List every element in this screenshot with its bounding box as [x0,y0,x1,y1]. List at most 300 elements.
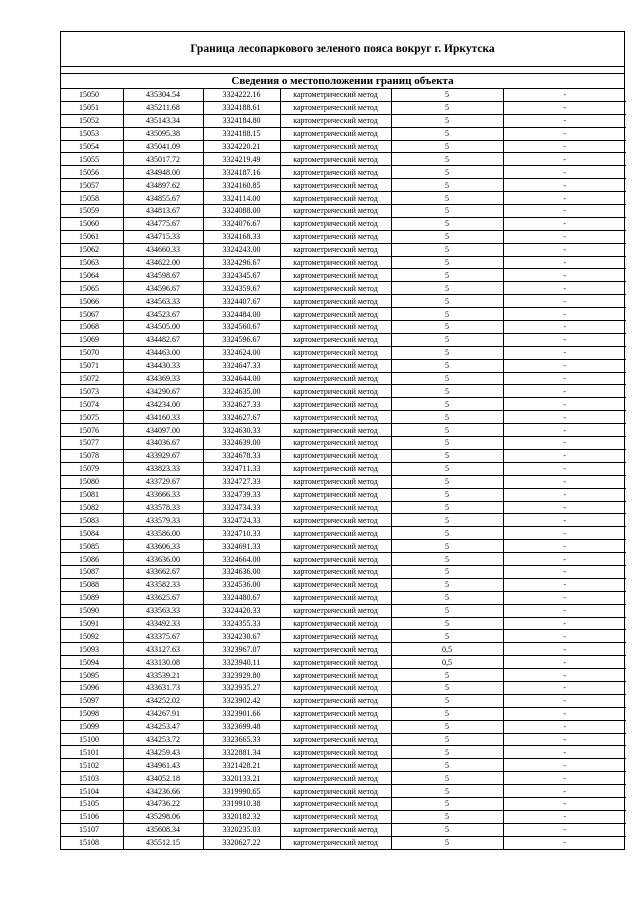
method-cell: картометрический метод [280,385,391,398]
description-cell: - [503,527,626,540]
x-coordinate-cell: 433375.67 [123,630,203,643]
accuracy-cell: 5 [391,514,503,527]
point-number-cell: 15096 [61,681,123,694]
point-number-cell: 15089 [61,591,123,604]
point-number-cell: 15103 [61,772,123,785]
table-row [61,553,626,566]
y-coordinate-cell: 3324678.33 [203,449,280,462]
x-coordinate-cell: 434736.22 [123,797,203,810]
method-cell: картометрический метод [280,230,391,243]
table-row [61,746,626,759]
description-cell: - [503,346,626,359]
table-row [61,462,626,475]
document-title: Граница лесопаркового зеленого пояса вокруг г. Иркутска [61,32,624,67]
description-cell: - [503,192,626,205]
method-cell: картометрический метод [280,295,391,308]
y-coordinate-cell: 3324355.33 [203,617,280,630]
accuracy-cell: 5 [391,321,503,334]
method-cell: картометрический метод [280,101,391,114]
method-cell: картометрический метод [280,707,391,720]
description-cell: - [503,488,626,501]
y-coordinate-cell: 3324484.00 [203,308,280,321]
description-cell: - [503,720,626,733]
y-coordinate-cell: 3324647.33 [203,359,280,372]
x-coordinate-cell: 434598.67 [123,269,203,282]
method-cell: картометрический метод [280,720,391,733]
accuracy-cell: 5 [391,205,503,218]
accuracy-cell: 5 [391,540,503,553]
table-row [61,359,626,372]
accuracy-cell: 5 [391,694,503,707]
y-coordinate-cell: 3324630.33 [203,424,280,437]
y-coordinate-cell: 3324627.67 [203,411,280,424]
x-coordinate-cell: 434463.00 [123,346,203,359]
description-cell: - [503,295,626,308]
table-row [61,527,626,540]
x-coordinate-cell: 435298.06 [123,810,203,823]
accuracy-cell: 5 [391,230,503,243]
accuracy-cell: 5 [391,604,503,617]
accuracy-cell: 5 [391,192,503,205]
y-coordinate-cell: 3323699.48 [203,720,280,733]
method-cell: картометрический метод [280,565,391,578]
method-cell: картометрический метод [280,475,391,488]
method-cell: картометрический метод [280,501,391,514]
y-coordinate-cell: 3324739.33 [203,488,280,501]
point-number-cell: 15108 [61,836,123,848]
point-number-cell: 15066 [61,295,123,308]
y-coordinate-cell: 3324664.00 [203,553,280,566]
table-row [61,681,626,694]
description-cell: - [503,282,626,295]
x-coordinate-cell: 433729.67 [123,475,203,488]
point-number-cell: 15058 [61,192,123,205]
x-coordinate-cell: 435017.72 [123,153,203,166]
accuracy-cell: 5 [391,759,503,772]
method-cell: картометрический метод [280,643,391,656]
point-number-cell: 15094 [61,656,123,669]
table-row [61,449,626,462]
description-cell: - [503,785,626,798]
accuracy-cell: 5 [391,565,503,578]
x-coordinate-cell: 434290.67 [123,385,203,398]
point-number-cell: 15063 [61,256,123,269]
accuracy-cell: 5 [391,720,503,733]
table-row [61,243,626,256]
method-cell: картометрический метод [280,308,391,321]
accuracy-cell: 5 [391,243,503,256]
y-coordinate-cell: 3324480.67 [203,591,280,604]
x-coordinate-cell: 434052.18 [123,772,203,785]
method-cell: картометрический метод [280,785,391,798]
x-coordinate-cell: 434267.91 [123,707,203,720]
table-row [61,424,626,437]
method-cell: картометрический метод [280,540,391,553]
accuracy-cell: 5 [391,785,503,798]
description-cell: - [503,694,626,707]
x-coordinate-cell: 434715.33 [123,230,203,243]
accuracy-cell: 5 [391,553,503,566]
x-coordinate-cell: 433578.33 [123,501,203,514]
y-coordinate-cell: 3323929.80 [203,669,280,682]
x-coordinate-cell: 433586.00 [123,527,203,540]
description-cell: - [503,205,626,218]
accuracy-cell: 5 [391,823,503,836]
accuracy-cell: 5 [391,797,503,810]
description-cell: - [503,217,626,230]
method-cell: картометрический метод [280,333,391,346]
accuracy-cell: 5 [391,424,503,437]
method-cell: картометрический метод [280,823,391,836]
title-spacer [61,67,624,74]
description-cell: - [503,617,626,630]
description-cell: - [503,707,626,720]
coordinates-table [61,89,626,849]
method-cell: картометрический метод [280,746,391,759]
y-coordinate-cell: 3323967.07 [203,643,280,656]
point-number-cell: 15073 [61,385,123,398]
x-coordinate-cell: 434253.47 [123,720,203,733]
method-cell: картометрический метод [280,449,391,462]
point-number-cell: 15093 [61,643,123,656]
y-coordinate-cell: 3324345.67 [203,269,280,282]
y-coordinate-cell: 3323935.27 [203,681,280,694]
method-cell: картометрический метод [280,179,391,192]
accuracy-cell: 5 [391,475,503,488]
description-cell: - [503,643,626,656]
method-cell: картометрический метод [280,617,391,630]
accuracy-cell: 5 [391,669,503,682]
table-row [61,321,626,334]
point-number-cell: 15070 [61,346,123,359]
point-number-cell: 15051 [61,101,123,114]
description-cell: - [503,424,626,437]
accuracy-cell: 5 [391,166,503,179]
y-coordinate-cell: 3323665.33 [203,733,280,746]
accuracy-cell: 5 [391,385,503,398]
accuracy-cell: 5 [391,488,503,501]
y-coordinate-cell: 3324635.00 [203,385,280,398]
y-coordinate-cell: 3324639.00 [203,437,280,450]
table-row [61,836,626,848]
y-coordinate-cell: 3320133.21 [203,772,280,785]
accuracy-cell: 5 [391,346,503,359]
x-coordinate-cell: 434430.33 [123,359,203,372]
table-row [61,823,626,836]
x-coordinate-cell: 435143.34 [123,114,203,127]
accuracy-cell: 5 [391,372,503,385]
x-coordinate-cell: 433492.33 [123,617,203,630]
accuracy-cell: 5 [391,772,503,785]
point-number-cell: 15072 [61,372,123,385]
y-coordinate-cell: 3324296.67 [203,256,280,269]
method-cell: картометрический метод [280,256,391,269]
x-coordinate-cell: 435041.09 [123,140,203,153]
accuracy-cell: 5 [391,527,503,540]
x-coordinate-cell: 433539.21 [123,669,203,682]
method-cell: картометрический метод [280,759,391,772]
accuracy-cell: 5 [391,153,503,166]
description-cell: - [503,553,626,566]
method-cell: картометрический метод [280,217,391,230]
table-row [61,153,626,166]
x-coordinate-cell: 434596.67 [123,282,203,295]
x-coordinate-cell: 433582.33 [123,578,203,591]
table-row [61,127,626,140]
point-number-cell: 15105 [61,797,123,810]
x-coordinate-cell: 435608.34 [123,823,203,836]
point-number-cell: 15068 [61,321,123,334]
point-number-cell: 15081 [61,488,123,501]
point-number-cell: 15062 [61,243,123,256]
description-cell: - [503,321,626,334]
y-coordinate-cell: 3324188.61 [203,101,280,114]
description-cell: - [503,89,626,101]
point-number-cell: 15098 [61,707,123,720]
x-coordinate-cell: 435095.38 [123,127,203,140]
method-cell: картометрический метод [280,656,391,669]
description-cell: - [503,385,626,398]
table-row [61,230,626,243]
x-coordinate-cell: 433130.08 [123,656,203,669]
method-cell: картометрический метод [280,514,391,527]
method-cell: картометрический метод [280,604,391,617]
description-cell: - [503,475,626,488]
method-cell: картометрический метод [280,437,391,450]
accuracy-cell: 5 [391,462,503,475]
y-coordinate-cell: 3324114.00 [203,192,280,205]
point-number-cell: 15084 [61,527,123,540]
x-coordinate-cell: 434523.67 [123,308,203,321]
accuracy-cell: 5 [391,398,503,411]
table-row [61,785,626,798]
accuracy-cell: 5 [391,836,503,848]
x-coordinate-cell: 435512.15 [123,836,203,848]
table-row [61,166,626,179]
table-row [61,514,626,527]
point-number-cell: 15097 [61,694,123,707]
method-cell: картометрический метод [280,694,391,707]
y-coordinate-cell: 3324359.67 [203,282,280,295]
point-number-cell: 15080 [61,475,123,488]
table-row [61,205,626,218]
description-cell: - [503,681,626,694]
description-cell: - [503,669,626,682]
table-row [61,669,626,682]
accuracy-cell: 5 [391,282,503,295]
point-number-cell: 15064 [61,269,123,282]
x-coordinate-cell: 434948.00 [123,166,203,179]
method-cell: картометрический метод [280,669,391,682]
y-coordinate-cell: 3324230.67 [203,630,280,643]
y-coordinate-cell: 3324627.33 [203,398,280,411]
table-row [61,694,626,707]
y-coordinate-cell: 3324710.33 [203,527,280,540]
point-number-cell: 15100 [61,733,123,746]
accuracy-cell: 5 [391,501,503,514]
accuracy-cell: 0,5 [391,643,503,656]
table-row [61,308,626,321]
y-coordinate-cell: 3321428.21 [203,759,280,772]
description-cell: - [503,540,626,553]
y-coordinate-cell: 3324088.00 [203,205,280,218]
y-coordinate-cell: 3319990.65 [203,785,280,798]
description-cell: - [503,372,626,385]
method-cell: картометрический метод [280,411,391,424]
y-coordinate-cell: 3320627.22 [203,836,280,848]
table-row [61,437,626,450]
accuracy-cell: 5 [391,707,503,720]
x-coordinate-cell: 434253.72 [123,733,203,746]
method-cell: картометрический метод [280,269,391,282]
x-coordinate-cell: 434897.62 [123,179,203,192]
accuracy-cell: 5 [391,333,503,346]
y-coordinate-cell: 3324219.49 [203,153,280,166]
y-coordinate-cell: 3324184.80 [203,114,280,127]
point-number-cell: 15055 [61,153,123,166]
table-row [61,282,626,295]
y-coordinate-cell: 3324727.33 [203,475,280,488]
point-number-cell: 15107 [61,823,123,836]
point-number-cell: 15071 [61,359,123,372]
y-coordinate-cell: 3324734.33 [203,501,280,514]
description-cell: - [503,565,626,578]
point-number-cell: 15057 [61,179,123,192]
x-coordinate-cell: 434234.00 [123,398,203,411]
table-row [61,720,626,733]
table-row [61,578,626,591]
method-cell: картометрический метод [280,372,391,385]
accuracy-cell: 5 [391,256,503,269]
x-coordinate-cell: 433929.67 [123,449,203,462]
x-coordinate-cell: 434036.67 [123,437,203,450]
accuracy-cell: 5 [391,578,503,591]
x-coordinate-cell: 433579.33 [123,514,203,527]
description-cell: - [503,746,626,759]
y-coordinate-cell: 3324636.00 [203,565,280,578]
table-row [61,810,626,823]
point-number-cell: 15074 [61,398,123,411]
method-cell: картометрический метод [280,359,391,372]
x-coordinate-cell: 434660.33 [123,243,203,256]
accuracy-cell: 5 [391,449,503,462]
description-cell: - [503,333,626,346]
table-row [61,733,626,746]
x-coordinate-cell: 434252.02 [123,694,203,707]
point-number-cell: 15083 [61,514,123,527]
accuracy-cell: 5 [391,617,503,630]
description-cell: - [503,797,626,810]
x-coordinate-cell: 433563.33 [123,604,203,617]
description-cell: - [503,810,626,823]
method-cell: картометрический метод [280,153,391,166]
y-coordinate-cell: 3324711.33 [203,462,280,475]
x-coordinate-cell: 434961.43 [123,759,203,772]
method-cell: картометрический метод [280,578,391,591]
table-row [61,565,626,578]
y-coordinate-cell: 3320182.32 [203,810,280,823]
y-coordinate-cell: 3324168.33 [203,230,280,243]
description-cell: - [503,243,626,256]
method-cell: картометрический метод [280,243,391,256]
y-coordinate-cell: 3324220.21 [203,140,280,153]
y-coordinate-cell: 3319910.38 [203,797,280,810]
x-coordinate-cell: 433823.33 [123,462,203,475]
accuracy-cell: 5 [391,681,503,694]
accuracy-cell: 5 [391,127,503,140]
x-coordinate-cell: 434259.43 [123,746,203,759]
x-coordinate-cell: 433666.33 [123,488,203,501]
accuracy-cell: 5 [391,114,503,127]
point-number-cell: 15067 [61,308,123,321]
description-cell: - [503,153,626,166]
description-cell: - [503,437,626,450]
accuracy-cell: 5 [391,89,503,101]
table-row [61,372,626,385]
description-cell: - [503,101,626,114]
method-cell: картометрический метод [280,810,391,823]
x-coordinate-cell: 433631.73 [123,681,203,694]
accuracy-cell: 5 [391,217,503,230]
description-cell: - [503,398,626,411]
table-row [61,269,626,282]
method-cell: картометрический метод [280,681,391,694]
accuracy-cell: 5 [391,295,503,308]
description-cell: - [503,166,626,179]
point-number-cell: 15053 [61,127,123,140]
description-cell: - [503,462,626,475]
point-number-cell: 15085 [61,540,123,553]
y-coordinate-cell: 3324407.67 [203,295,280,308]
x-coordinate-cell: 435304.54 [123,89,203,101]
description-cell: - [503,308,626,321]
table-row [61,540,626,553]
point-number-cell: 15092 [61,630,123,643]
table-row [61,591,626,604]
y-coordinate-cell: 3324243.00 [203,243,280,256]
description-cell: - [563,838,567,848]
point-number-cell: 15086 [61,553,123,566]
y-coordinate-cell: 3324644.00 [203,372,280,385]
description-cell: - [503,140,626,153]
table-row [61,217,626,230]
accuracy-cell: 5 [391,359,503,372]
x-coordinate-cell: 434160.33 [123,411,203,424]
x-coordinate-cell: 434369.33 [123,372,203,385]
table-row [61,707,626,720]
table-row [61,398,626,411]
y-coordinate-cell: 3324624.00 [203,346,280,359]
point-number-cell: 15082 [61,501,123,514]
table-row [61,604,626,617]
point-number-cell: 15088 [61,578,123,591]
x-coordinate-cell: 433606.33 [123,540,203,553]
method-cell: картометрический метод [280,553,391,566]
method-cell: картометрический метод [280,424,391,437]
table-row [61,643,626,656]
table-row [61,333,626,346]
table-row [61,385,626,398]
point-number-cell: 15059 [61,205,123,218]
point-number-cell: 15091 [61,617,123,630]
table-row [61,179,626,192]
accuracy-cell: 5 [391,179,503,192]
description-cell: - [503,591,626,604]
accuracy-cell: 5 [391,746,503,759]
y-coordinate-cell: 3324076.67 [203,217,280,230]
table-row [61,114,626,127]
method-cell: картометрический метод [280,797,391,810]
